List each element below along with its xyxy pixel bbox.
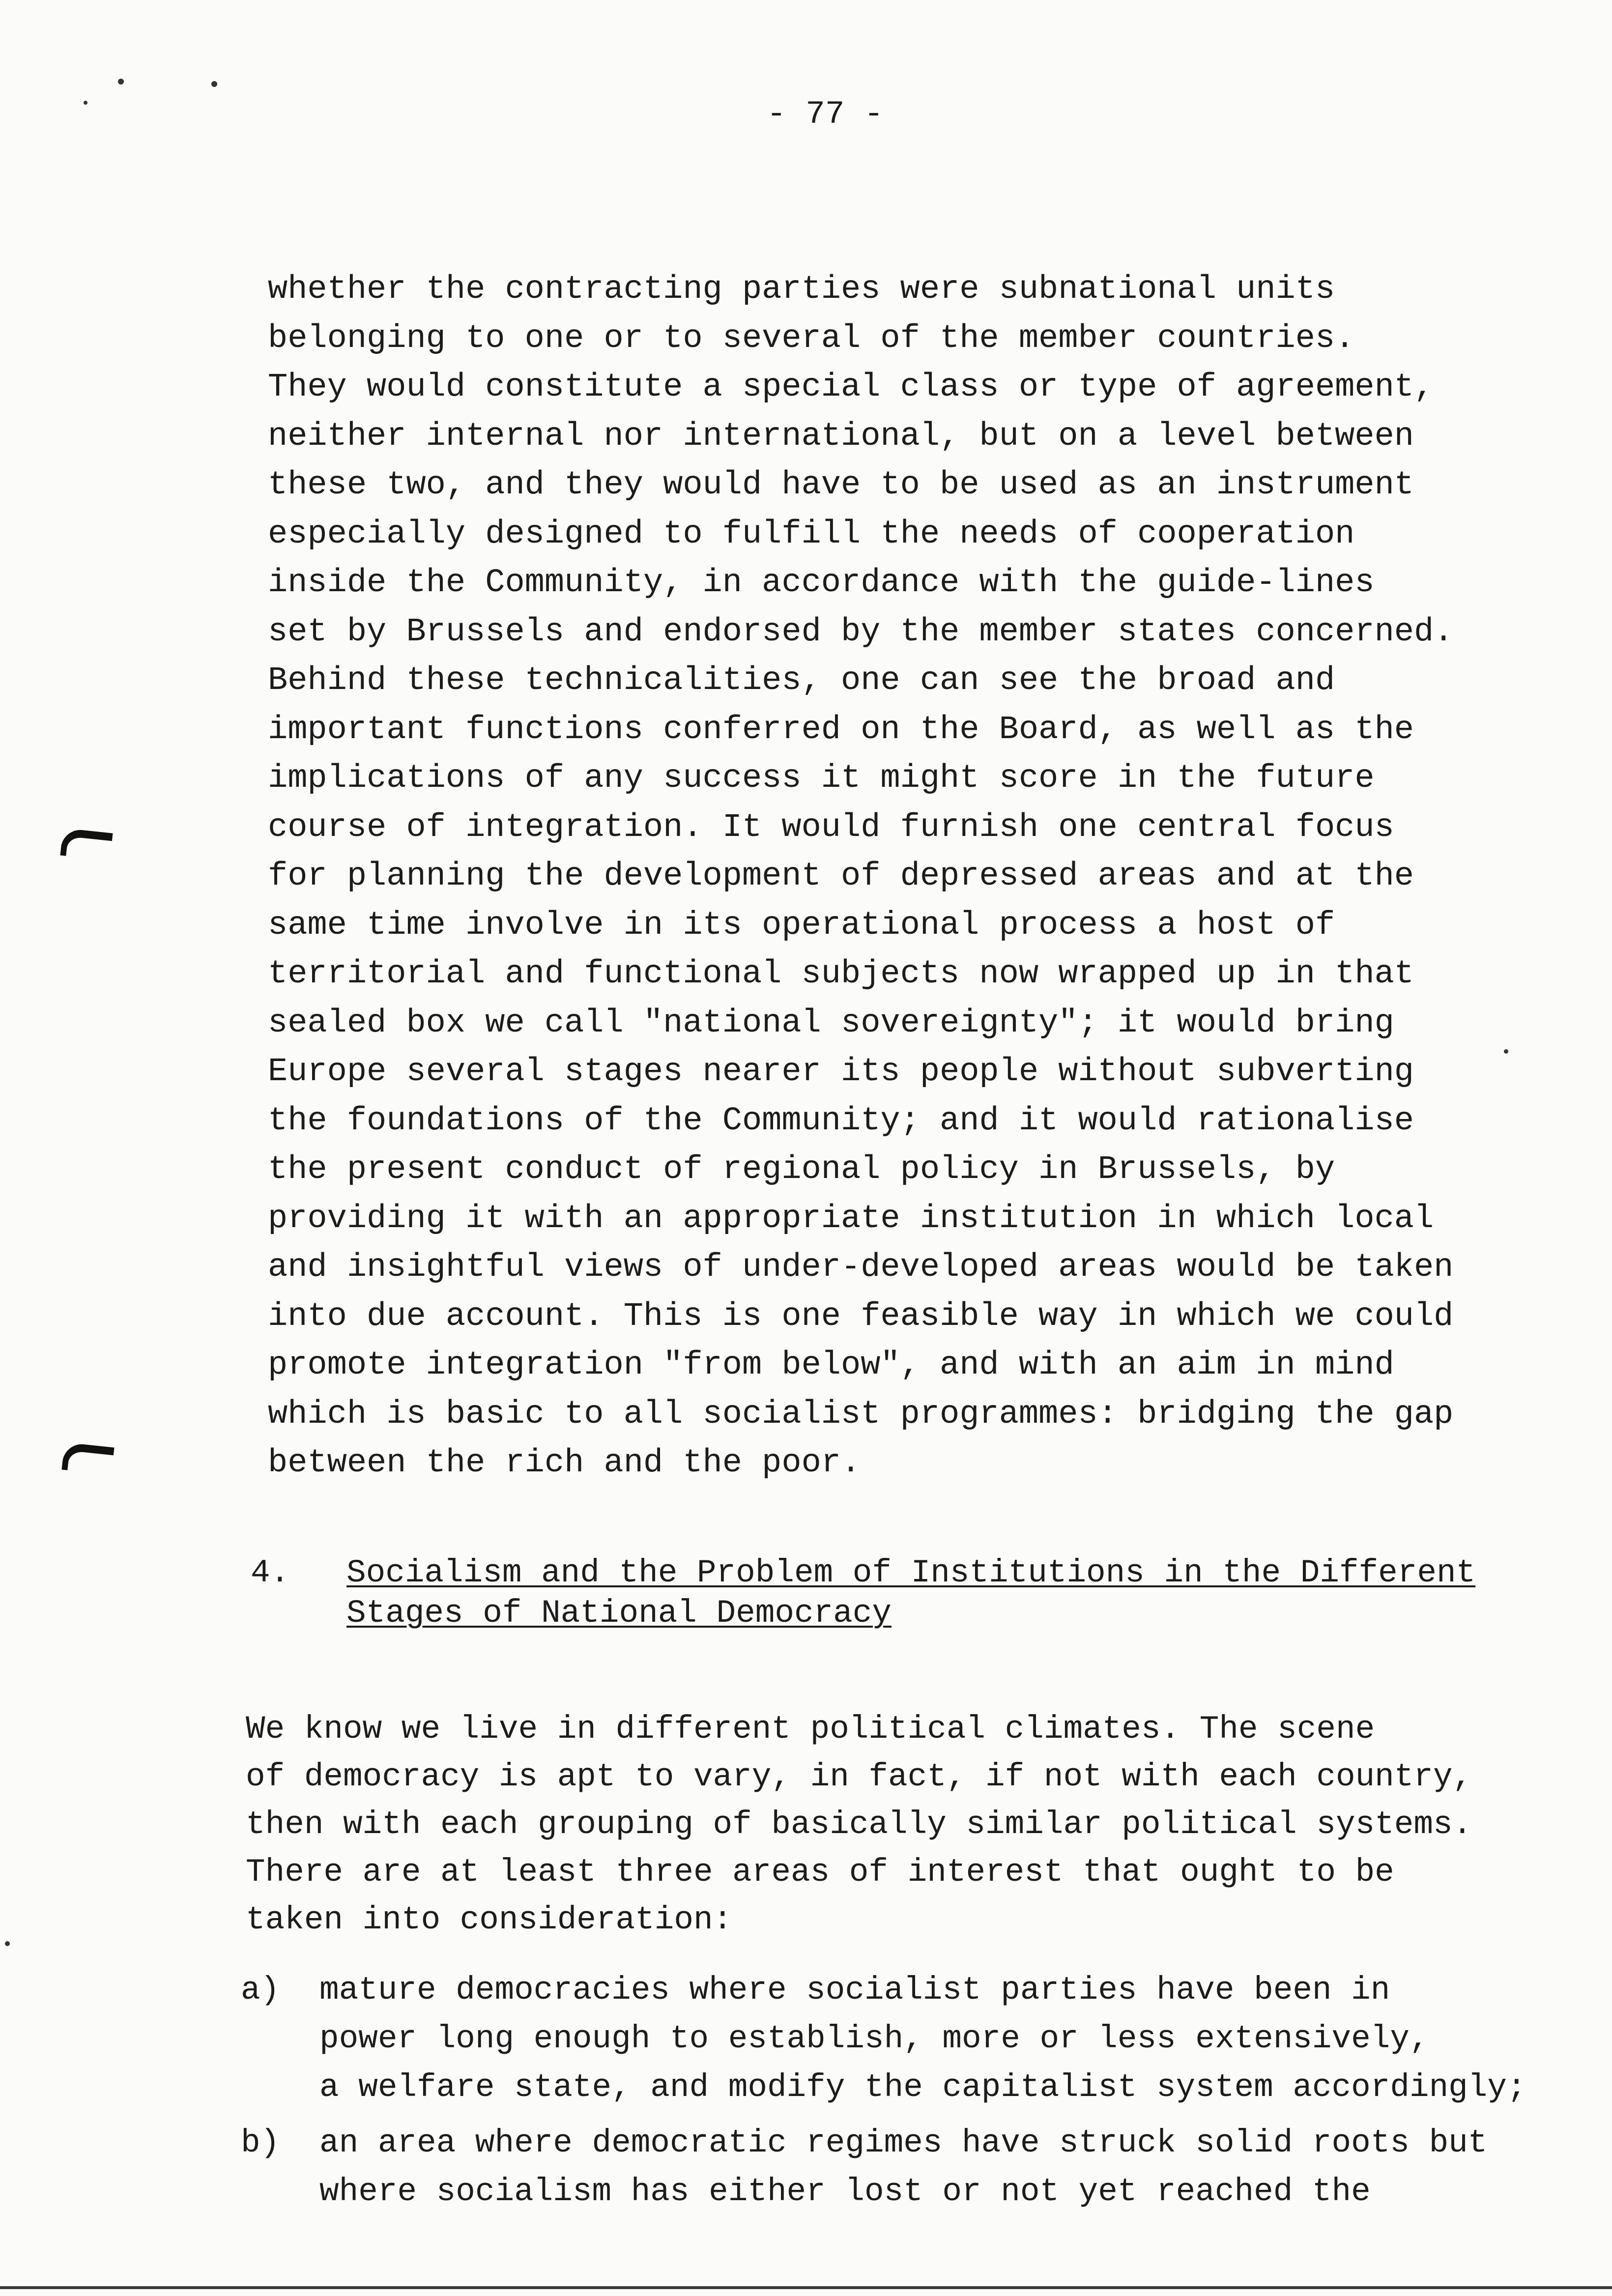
body-line: for planning the development of depressed areas and at the [268, 858, 1414, 895]
body-line: the foundations of the Community; and it would rationalise [268, 1102, 1414, 1140]
body-line: especially designed to fulfill the needs of cooperation [268, 515, 1355, 553]
scan-speck [84, 101, 87, 105]
list-item-line: an area where democratic regimes have struck solid roots but [319, 2124, 1488, 2161]
body-line: promote integration "from below", and with an aim in mind [268, 1347, 1394, 1384]
body-line: between the rich and the poor. [268, 1444, 861, 1482]
paragraph-line: taken into consideration: [246, 1901, 733, 1938]
section-number: 4. [251, 1554, 290, 1591]
list-marker: a) [241, 1972, 280, 2009]
bottom-edge-line [0, 2286, 1612, 2289]
list-item [241, 2119, 1563, 2216]
margin-bracket-mark [61, 1442, 114, 1475]
body-line: belonging to one or to several of the member countries. [268, 319, 1355, 357]
body-line: course of integration. It would furnish one central focus [268, 808, 1394, 846]
list [241, 1966, 1563, 2223]
body-line: whether the contracting parties were subnational units [268, 271, 1335, 308]
body-line: territorial and functional subjects now wrapped up in that [268, 955, 1414, 993]
section-title-line: Stages of National Democracy [346, 1595, 892, 1632]
body-line: these two, and they would have to be used as an instrument [268, 466, 1414, 504]
body-line: and insightful views of under-developed areas would be taken [268, 1249, 1454, 1286]
list-item-line: a welfare state, and modify the capitalist system accordingly; [319, 2069, 1526, 2106]
list-item-line: mature democracies where socialist parties have been in [319, 1972, 1390, 2009]
body-line: which is basic to all socialist programmes: bridging the gap [268, 1395, 1454, 1433]
body-line: the present conduct of regional policy in Brussels, by [268, 1151, 1335, 1188]
body-line: Europe several stages nearer its people without subverting [268, 1053, 1414, 1091]
margin-bracket-mark [60, 828, 113, 861]
body-line: into due account. This is one feasible way in which we could [268, 1297, 1454, 1335]
scan-speck [118, 79, 124, 85]
paragraph-line: then with each grouping of basically similar political systems. [246, 1806, 1472, 1843]
list-item-line: power long enough to establish, more or less extensively, [319, 2020, 1429, 2057]
scan-speck [1504, 1049, 1508, 1054]
section-title-line: Socialism and the Problem of Institutions in the Different [346, 1554, 1476, 1591]
page-number: - 77 - [767, 96, 884, 133]
body-line: set by Brussels and endorsed by the member states concerned. [268, 613, 1454, 651]
body-line: same time involve in its operational process a host of [268, 906, 1335, 944]
body-text [268, 265, 1506, 1488]
scan-speck [211, 81, 217, 87]
body-line: Behind these technicalities, one can see the broad and [268, 662, 1335, 699]
body-line: important functions conferred on the Board, as well as the [268, 711, 1414, 748]
body-line: providing it with an appropriate institution in which local [268, 1200, 1434, 1237]
body-line: implications of any success it might score in the future [268, 760, 1375, 797]
paragraph-intro [246, 1705, 1514, 1944]
paragraph-line: We know we live in different political climates. The scene [246, 1711, 1375, 1748]
list-item-body [319, 1966, 1563, 2112]
body-line: neither internal nor international, but on a level between [268, 417, 1414, 455]
body-line: inside the Community, in accordance with the guide-lines [268, 564, 1375, 602]
body-line: They would constitute a special class or type of agreement, [268, 369, 1434, 406]
list-item-line: where socialism has either lost or not yet reached the [319, 2173, 1371, 2210]
section-title [346, 1553, 1475, 1634]
paragraph-line: of democracy is apt to vary, in fact, if not with each country, [246, 1758, 1472, 1795]
list-item-body [319, 2119, 1563, 2216]
list-marker: b) [241, 2124, 280, 2161]
paragraph-line: There are at least three areas of interest that ought to be [246, 1854, 1394, 1891]
list-item [241, 1966, 1563, 2112]
scan-speck [5, 1941, 10, 1946]
body-line: sealed box we call "national sovereignty"; it would bring [268, 1004, 1394, 1042]
